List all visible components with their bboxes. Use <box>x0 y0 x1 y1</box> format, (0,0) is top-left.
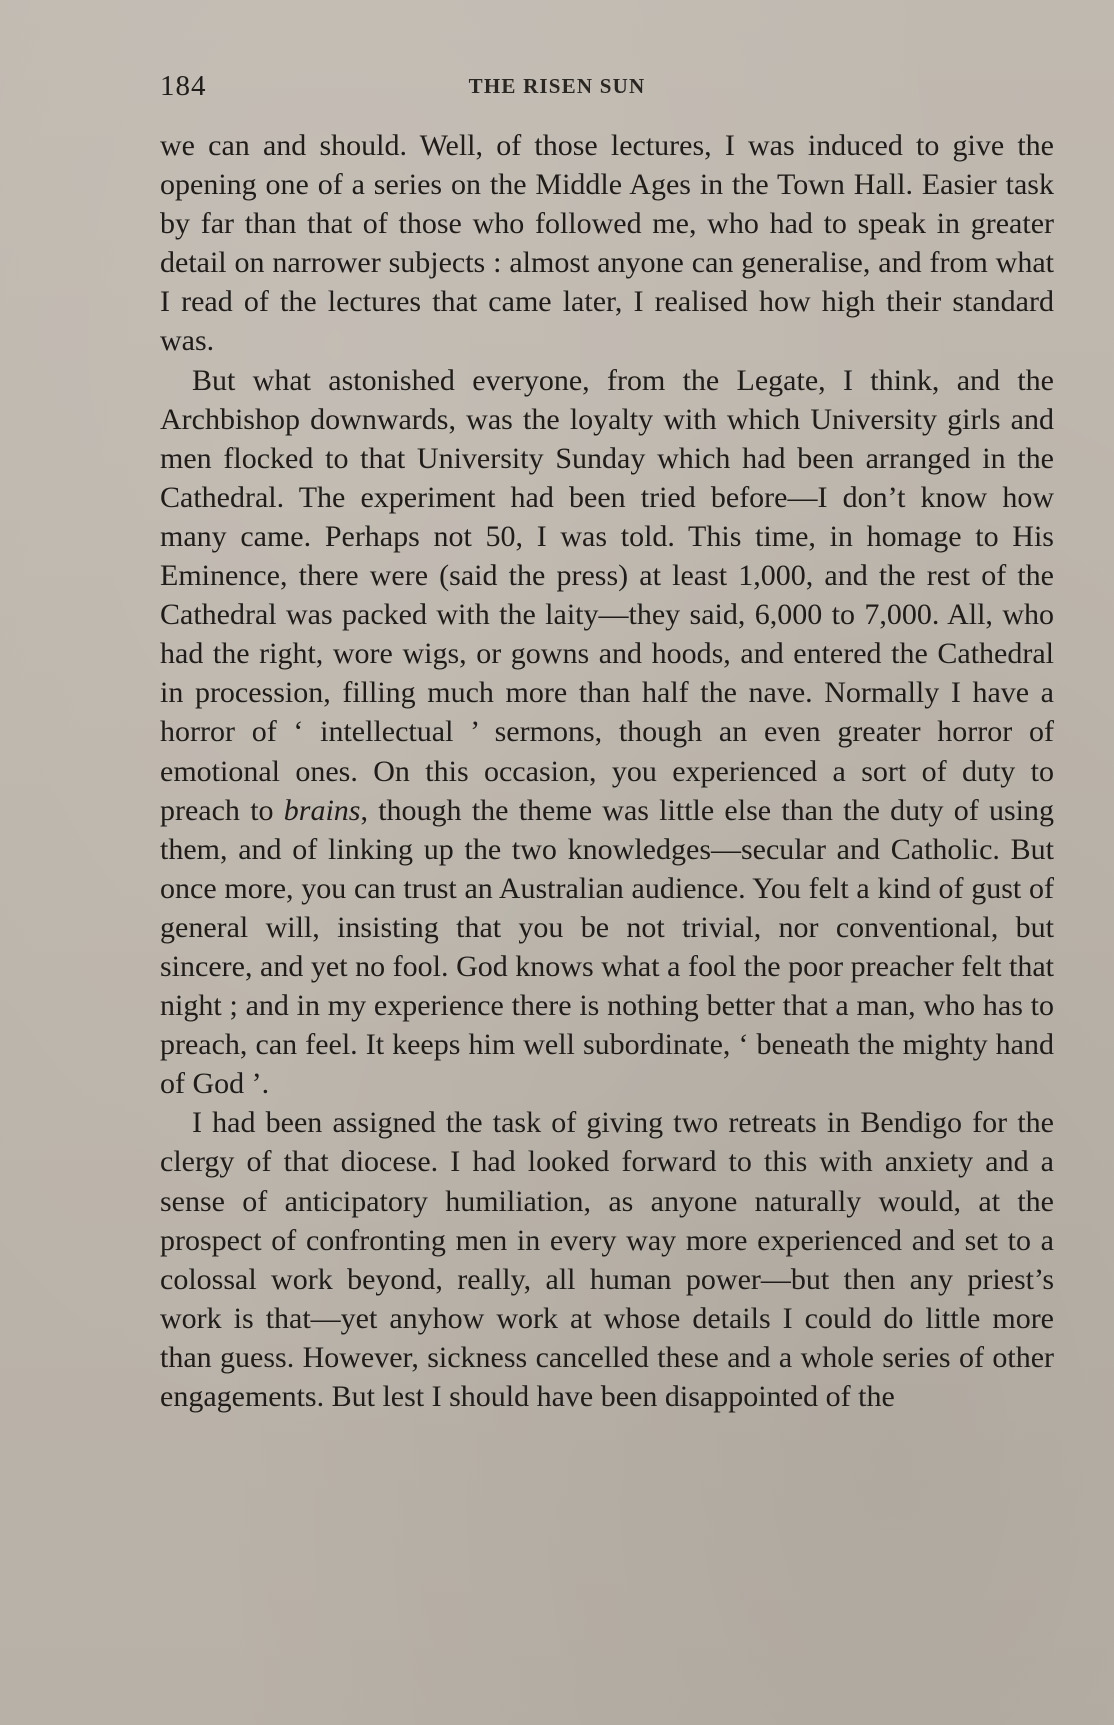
paragraph-1-text: we can and should. Well, of those lectures, I was induced to give the opening one of a series on the Middle Ages in the Town Hall. Easier task by far than that of those who followed me, who had to speak in greater detail on narrower subjects : almost anyone can generalise, and from what I read of the lectures that came later, I realised how high their standard was. <box>160 129 1054 358</box>
paragraph-1 <box>160 126 1054 361</box>
italic-word-brains: brains <box>283 793 361 827</box>
paragraph-3 <box>160 1103 1054 1416</box>
body-text <box>160 126 1054 1416</box>
page-number: 184 <box>160 70 207 102</box>
running-head <box>160 70 954 110</box>
paragraph-2-text-b: , though the theme was little else than the duty of using them, and of linking up the two knowledges—secular and Catholic. But once more, you can trust an Australian audience. You felt a kind of gust of general will, insisting that you be not trivial, nor conventional, but sincere, and yet no fool. God knows what a fool the poor preacher felt that night ; and in my experience there is nothing better that a man, who has to preach, can feel. It keeps him well subordinate, ‘ beneath the mighty hand of God ’. <box>160 793 1054 1101</box>
paragraph-2 <box>160 361 1054 1104</box>
paragraph-3-text: I had been assigned the task of giving two retreats in Bendigo for the clergy of that diocese. I had looked forward to this with anxiety and a sense of anticipatory humiliation, as anyone naturally would, at the prospect of confronting men in every way more experienced and set to a colossal work beyond, really, all human power—but then any priest’s work is that—yet anyhow work at whose details I could do little more than guess. However, sickness cancelled these and a whole series of other engagements. But lest I should have been disappointed of the <box>160 1106 1054 1413</box>
paragraph-2-text-a: But what astonished everyone, from the Legate, I think, and the Archbishop downwards, was the loyalty with which University girls and men flocked to that University Sunday which had been arranged in the Cathedral. The experiment had been tried before—I don’t know how many came. Perhaps not 50, I was told. This time, in homage to His Eminence, there were (said the press) at least 1,000, and the rest of the Cathedral was packed with the laity—they said, 6,000 to 7,000. All, who had the right, wore wigs, or gowns and hoods, and entered the Cathedral in procession, filling much more than half the nave. Normally I have a horror of ‘ intellectual ’ sermons, though an even greater horror of emotional ones. On this occasion, you experienced a sort of duty to preach to <box>160 363 1054 827</box>
running-title: THE RISEN SUN <box>468 74 646 98</box>
